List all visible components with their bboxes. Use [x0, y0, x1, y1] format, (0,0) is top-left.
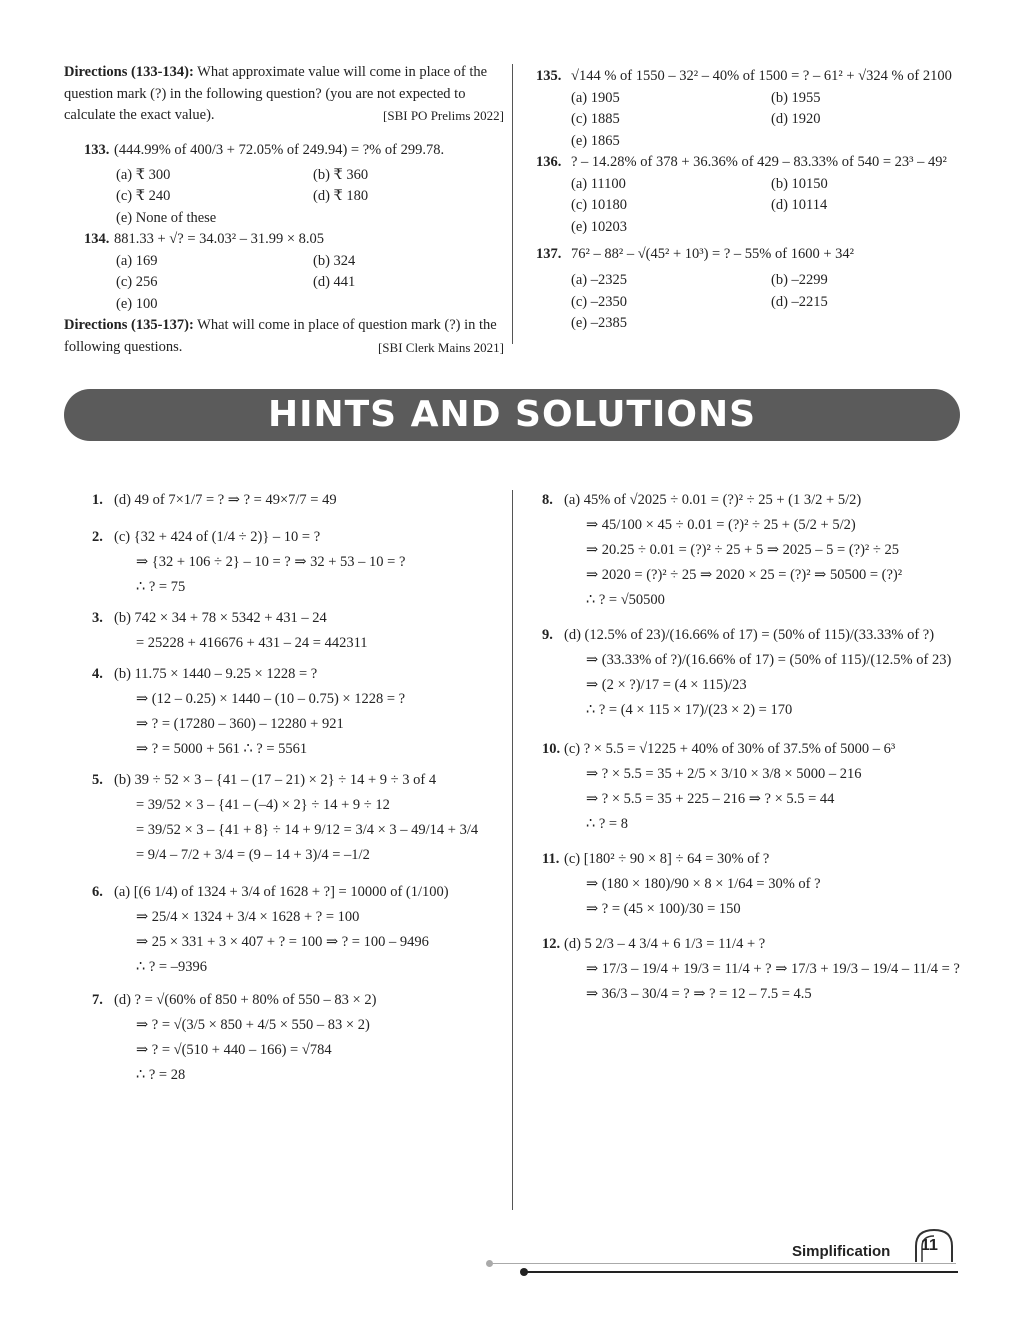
solution-line	[114, 930, 502, 955]
solution-number: 5.	[92, 772, 103, 788]
solution-10	[542, 737, 962, 837]
option-c: (c) 10180	[571, 197, 627, 213]
solution-text: ⇒ ? = (45 × 100)/30 = 150	[586, 901, 741, 917]
solution-text: ⇒ (33.33% of ?)/(16.66% of 17) = (50% of 115)/(12.5% of 23)	[586, 652, 952, 668]
solution-text: ⇒ 20.25 ÷ 0.01 = (?)² ÷ 25 + 5 ⇒ 2025 – 5 = (?)² ÷ 25	[586, 542, 899, 558]
question-number: 133.	[84, 141, 110, 158]
question-text: (444.99% of 400/3 + 72.05% of 249.94) = ?% of 299.78.	[114, 141, 445, 158]
option-d: (d) 441	[313, 274, 356, 290]
solution-number: 12.	[542, 936, 561, 952]
solution-line	[564, 673, 962, 698]
solution-text: ∴ ? = –9396	[136, 959, 207, 975]
solution-text: ⇒ {32 + 106 ÷ 2} – 10 = ? ⇒ 32 + 53 – 10 = ?	[136, 554, 406, 570]
solution-line	[114, 793, 502, 818]
solution-line	[114, 1038, 502, 1063]
directions-text: What will come in place of question mark (?) in the following questions.	[64, 317, 497, 355]
options-133	[64, 165, 504, 230]
page-number: 11	[921, 1237, 938, 1254]
solution-line	[92, 662, 502, 687]
question-number: 134.	[84, 231, 110, 247]
solution-line	[564, 538, 962, 563]
option-d: (d) ₹ 180	[313, 188, 369, 204]
solution-line	[542, 847, 962, 872]
solution-number: 11.	[542, 851, 560, 867]
option-a: (a) 11100	[571, 175, 626, 192]
solution-5	[92, 768, 502, 868]
option-d: (d) –2215	[771, 293, 828, 310]
solution-3	[92, 606, 502, 656]
solution-text: (c) [180² ÷ 90 × 8] ÷ 64 = 30% of ?	[564, 851, 770, 867]
solution-text: ∴ ? = (4 × 115 × 17)/(23 × 2) = 170	[586, 702, 793, 718]
solution-text: (a) 45% of √2025 ÷ 0.01 = (?)² ÷ 25 + (1 3/2 + 5/2)	[564, 492, 862, 508]
solution-text: (c) {32 + 424 of (1/4 ÷ 2)} – 10 = ?	[114, 529, 321, 545]
solution-line	[564, 648, 962, 673]
option-b: (b) 1955	[771, 89, 821, 106]
solution-number: 8.	[542, 492, 553, 508]
solution-text: ⇒ 25 × 331 + 3 × 407 + ? = 100 ⇒ ? = 100 – 9496	[136, 934, 429, 950]
solution-text: (b) 742 × 34 + 78 × 5342 + 431 – 24	[114, 610, 327, 626]
directions-135-137	[64, 315, 504, 358]
question-number: 137.	[536, 246, 562, 262]
question-number: 136.	[536, 154, 562, 170]
hints-solutions-banner: HINTS AND SOLUTIONS	[64, 389, 960, 441]
exam-source: [SBI Clerk Mains 2021]	[377, 339, 504, 355]
solution-11	[542, 847, 962, 922]
solution-line	[542, 488, 962, 513]
solutions-right-column	[542, 488, 962, 1007]
option-e: (e) –2385	[571, 315, 627, 331]
question-135	[536, 66, 966, 88]
solution-line	[92, 606, 502, 631]
solution-number: 2.	[92, 529, 103, 545]
option-a: (a) 1905	[571, 89, 620, 106]
solution-text: (d) 49 of 7×1/7 = ? ⇒ ? = 49×7/7 = 49	[114, 492, 337, 508]
solution-line	[114, 575, 502, 600]
question-text: 76² – 88² – √(45² + 10³) = ? – 55% of 1600 + 34²	[571, 246, 854, 262]
solution-text: = 39/52 × 3 – {41 – (–4) × 2} ÷ 14 + 9 ÷ 12	[136, 797, 390, 813]
solution-text: = 39/52 × 3 – {41 + 8} ÷ 14 + 9/12 = 3/4 × 3 – 49/14 + 3/4	[136, 822, 479, 838]
option-e: (e) 100	[116, 295, 158, 312]
solution-line	[114, 1013, 502, 1038]
solution-line	[92, 768, 502, 793]
solution-line	[564, 762, 962, 787]
solution-number: 7.	[92, 992, 103, 1008]
solution-2	[92, 525, 502, 600]
questions-right-column	[536, 66, 966, 335]
option-a: (a) ₹ 300	[116, 166, 171, 183]
footer-rule-light	[490, 1263, 956, 1264]
option-a: (a) –2325	[571, 272, 627, 288]
solution-line	[564, 982, 962, 1007]
directions-133-134	[64, 62, 504, 127]
solution-line	[564, 588, 962, 613]
solution-text: ⇒ ? × 5.5 = 35 + 225 – 216 ⇒ ? × 5.5 = 44	[586, 791, 835, 807]
solution-text: ⇒ 25/4 × 1324 + 3/4 × 1628 + ? = 100	[136, 909, 360, 925]
solution-text: ∴ ? = 8	[586, 816, 628, 832]
solution-number: 3.	[92, 610, 103, 626]
solution-12	[542, 932, 962, 1007]
solution-line	[564, 698, 962, 723]
solution-text: (d) 5 2/3 – 4 3/4 + 6 1/3 = 11/4 + ?	[564, 936, 766, 952]
solution-line	[564, 897, 962, 922]
column-divider-bottom	[512, 490, 513, 1210]
solution-line	[564, 787, 962, 812]
solution-line	[92, 988, 502, 1013]
options-137	[536, 270, 966, 335]
solution-line	[542, 623, 962, 648]
option-b: (b) 324	[313, 252, 356, 269]
solution-text: (d) ? = √(60% of 850 + 80% of 550 – 83 × 2)	[114, 992, 377, 1008]
option-d: (d) 1920	[771, 111, 821, 127]
solution-line	[564, 872, 962, 897]
solution-line	[92, 880, 502, 905]
solution-number: 6.	[92, 884, 103, 900]
solution-8	[542, 488, 962, 613]
solution-text: (c) ? × 5.5 = √1225 + 40% of 30% of 37.5% of 5000 – 6³	[564, 741, 896, 757]
exam-source: [SBI PO Prelims 2022]	[383, 108, 504, 123]
solution-line	[564, 563, 962, 588]
solution-number: 9.	[542, 627, 553, 643]
solution-line	[114, 905, 502, 930]
solution-line	[114, 631, 502, 656]
solution-text: ⇒ ? × 5.5 = 35 + 2/5 × 3/10 × 3/8 × 5000 – 216	[586, 766, 862, 782]
solution-text: ⇒ 45/100 × 45 ÷ 0.01 = (?)² ÷ 25 + (5/2 + 5/2)	[586, 517, 856, 533]
option-e: (e) None of these	[116, 209, 217, 226]
solution-text: ⇒ 36/3 – 30/4 = ? ⇒ ? = 12 – 7.5 = 4.5	[586, 986, 812, 1002]
options-136	[536, 174, 966, 239]
solution-number: 4.	[92, 666, 103, 682]
question-137	[536, 238, 966, 270]
solution-text: = 9/4 – 7/2 + 3/4 = (9 – 14 + 3)/4 = –1/2	[136, 847, 370, 863]
chapter-title: Simplification	[792, 1243, 891, 1260]
solution-text: ∴ ? = 28	[136, 1067, 186, 1083]
solutions-left-column	[92, 488, 502, 1088]
solution-line	[542, 932, 962, 957]
solution-text: ⇒ 2020 = (?)² ÷ 25 ⇒ 2020 × 25 = (?)² ⇒ 50500 = (?)²	[586, 567, 903, 583]
solution-7	[92, 988, 502, 1088]
solution-number: 10.	[542, 741, 561, 757]
solution-text: ∴ ? = 75	[136, 579, 186, 595]
solution-line	[564, 513, 962, 538]
solution-line	[92, 525, 502, 550]
option-c: (c) –2350	[571, 293, 627, 310]
solution-text: ⇒ ? = √(3/5 × 850 + 4/5 × 550 – 83 × 2)	[136, 1017, 370, 1033]
question-text: √144 % of 1550 – 32² – 40% of 1500 = ? – 61² + √324 % of 2100	[571, 68, 952, 84]
solution-text: (b) 39 ÷ 52 × 3 – {41 – (17 – 21) × 2} ÷ 14 + 9 ÷ 3 of 4	[114, 772, 437, 788]
solution-line	[542, 737, 962, 762]
directions-label: Directions (133-134):	[64, 64, 194, 80]
solution-text: ⇒ 17/3 – 19/4 + 19/3 = 11/4 + ? ⇒ 17/3 + 19/3 – 19/4 – 11/4 = ?	[586, 961, 960, 977]
option-d: (d) 10114	[771, 197, 828, 213]
solution-line	[114, 550, 502, 575]
question-133	[64, 135, 504, 165]
solution-line	[114, 843, 502, 868]
solution-text: ⇒ (2 × ?)/17 = (4 × 115)/23	[586, 677, 747, 693]
question-136	[536, 152, 966, 174]
solution-text: = 25228 + 416676 + 431 – 24 = 442311	[136, 635, 368, 651]
footer-rule-dark	[524, 1271, 958, 1273]
directions-label: Directions (135-137):	[64, 317, 194, 333]
solution-text: ∴ ? = √50500	[586, 592, 665, 608]
solution-text: ⇒ ? = (17280 – 360) – 12280 + 921	[136, 716, 344, 732]
solution-1	[92, 488, 502, 513]
question-text: ? – 14.28% of 378 + 36.36% of 429 – 83.33% of 540 = 23³ – 49²	[571, 154, 947, 170]
solution-text: ⇒ (180 × 180)/90 × 8 × 1/64 = 30% of ?	[586, 876, 821, 892]
question-text: 881.33 + √? = 34.03² – 31.99 × 8.05	[114, 231, 325, 247]
solution-9	[542, 623, 962, 723]
solution-text: ⇒ ? = 5000 + 561 ∴ ? = 5561	[136, 741, 308, 757]
option-c: (c) ₹ 240	[116, 188, 171, 204]
solution-4	[92, 662, 502, 762]
option-e: (e) 10203	[571, 218, 627, 235]
solution-text: (d) (12.5% of 23)/(16.66% of 17) = (50% of 115)/(33.33% of ?)	[564, 627, 935, 643]
solution-line	[114, 712, 502, 737]
solution-line	[564, 812, 962, 837]
solution-line	[114, 955, 502, 980]
option-b: (b) 10150	[771, 175, 828, 192]
solution-number: 1.	[92, 492, 103, 508]
solution-text: ⇒ ? = √(510 + 440 – 166) = √784	[136, 1042, 332, 1058]
solution-line	[114, 818, 502, 843]
questions-left-column	[64, 62, 504, 358]
question-number: 135.	[536, 68, 562, 84]
solution-text: (a) [(6 1/4) of 1324 + 3/4 of 1628 + ?] = 10000 of (1/100)	[114, 884, 449, 900]
option-e: (e) 1865	[571, 132, 620, 149]
solution-line	[114, 737, 502, 762]
solution-line	[114, 1063, 502, 1088]
solution-text: (b) 11.75 × 1440 – 9.25 × 1228 = ?	[114, 666, 318, 682]
directions-text: What approximate value will come in place of the question mark (?) in the following question? (you are not expected to calculate the exact value).	[64, 64, 488, 123]
question-134	[64, 229, 504, 251]
options-134	[64, 251, 504, 316]
option-a: (a) 169	[116, 252, 158, 269]
solution-line	[114, 687, 502, 712]
solution-line	[564, 957, 962, 982]
option-b: (b) –2299	[771, 272, 828, 288]
option-c: (c) 256	[116, 274, 158, 290]
column-divider-top	[512, 64, 513, 344]
solution-6	[92, 880, 502, 980]
options-135	[536, 88, 966, 153]
option-c: (c) 1885	[571, 111, 620, 127]
solution-line	[92, 488, 502, 513]
solution-text: ⇒ (12 – 0.25) × 1440 – (10 – 0.75) × 1228 = ?	[136, 691, 406, 707]
option-b: (b) ₹ 360	[313, 166, 369, 183]
